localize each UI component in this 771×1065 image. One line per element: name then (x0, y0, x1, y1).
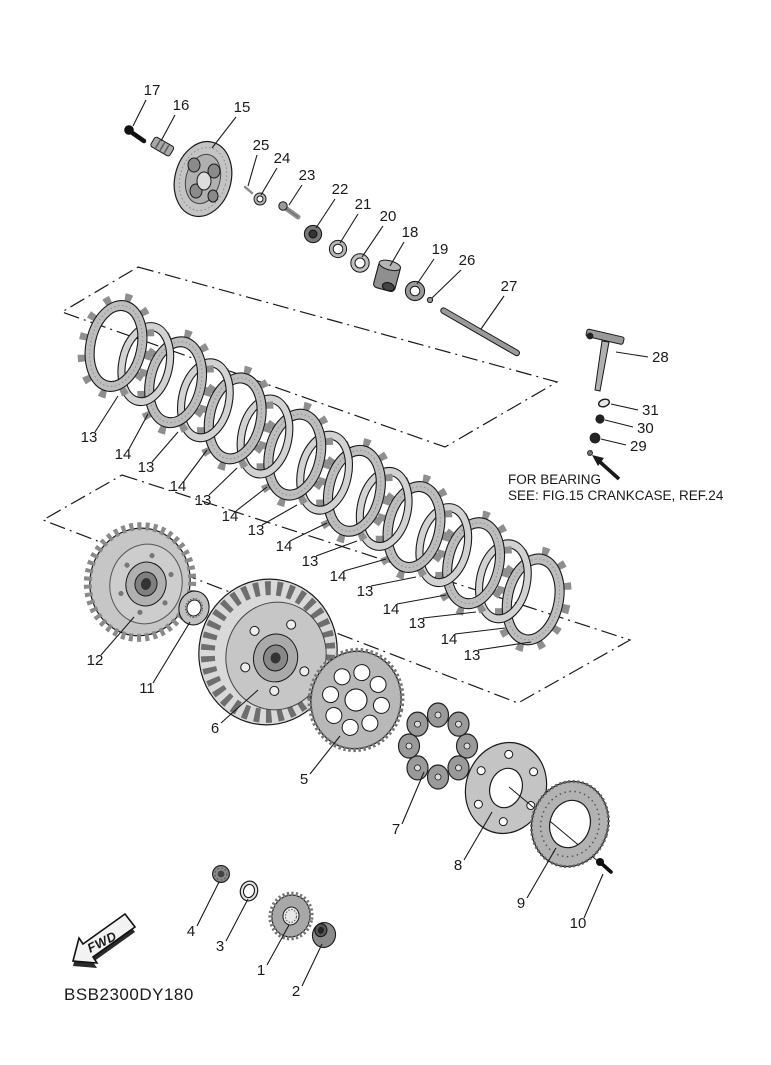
callout-label: 16 (172, 97, 190, 114)
part-15-pressure-plate (166, 135, 240, 223)
callout-label: 5 (299, 771, 309, 788)
callout-label: 29 (630, 438, 647, 455)
part-10-bolt (596, 858, 611, 872)
part-12-clutch-boss (77, 516, 202, 647)
plate-callout-label: 14 (329, 568, 347, 585)
callout-label: 17 (143, 82, 161, 99)
plate-callout-label: 13 (194, 492, 212, 509)
part-30-seal (595, 414, 604, 423)
leader-line (261, 168, 277, 195)
part-31-clip (598, 398, 611, 408)
leader-line (390, 242, 404, 266)
plate-callout-label: 13 (80, 429, 98, 446)
part-2-collar (310, 920, 338, 949)
leader-line (184, 450, 207, 481)
leader-line (481, 296, 504, 329)
callout-label: 15 (233, 99, 251, 116)
leader-line (248, 155, 257, 186)
callout-label: 25 (252, 137, 270, 154)
callout-label: 30 (637, 420, 654, 437)
part-17-screw (124, 125, 144, 141)
leader-line (423, 612, 476, 618)
callout-label: 7 (391, 821, 401, 838)
leader-line (262, 505, 297, 525)
part-4-nut (213, 866, 230, 883)
leader-line (362, 226, 383, 257)
callout-label: 21 (354, 196, 372, 213)
part-20-washer (351, 254, 369, 272)
callout-label: 28 (652, 349, 669, 366)
leader-line (605, 420, 633, 427)
part-25-pin (245, 187, 252, 193)
callout-label: 19 (431, 241, 449, 258)
leader-line (212, 117, 236, 148)
part-1-gear (266, 890, 315, 943)
leader-line (340, 214, 358, 243)
part-18-collar (373, 258, 402, 292)
leader-line (129, 414, 148, 449)
callout-label: 24 (273, 150, 291, 167)
plate-callout-label: 13 (247, 522, 265, 539)
callout-label: 3 (215, 938, 225, 955)
callout-label: 2 (291, 983, 301, 1000)
callout-label: 23 (298, 167, 316, 184)
bearing-screw (588, 450, 593, 456)
leader-line (616, 352, 648, 357)
upper-parts (124, 125, 520, 356)
leader-line (289, 185, 302, 205)
part-19-ring (405, 281, 424, 300)
callout-label: 11 (139, 680, 155, 697)
leader-line (316, 541, 357, 556)
fwd-marker (73, 914, 135, 968)
leader-line (432, 270, 461, 298)
note-line2: SEE: FIG.15 CRANKCASE, REF.24 (508, 488, 724, 503)
leader-line (601, 439, 626, 445)
leader-line (236, 487, 267, 511)
part-7-dampers (399, 703, 478, 789)
callout-label: 8 (453, 857, 463, 874)
leader-line (310, 736, 340, 774)
fwd-label: FWD (84, 928, 120, 956)
plate-callout-label: 13 (356, 583, 374, 600)
leader-line (316, 199, 335, 228)
callout-label: 18 (401, 224, 419, 241)
leader-line (197, 882, 219, 926)
bottom-parts (213, 866, 338, 950)
callout-label: 26 (458, 252, 476, 269)
leader-line (584, 874, 603, 918)
leader-line (611, 404, 638, 410)
part-26-pin (427, 297, 432, 302)
plate-callout-label: 13 (301, 553, 319, 570)
part-29-seal (590, 433, 601, 444)
lower-parts (77, 516, 619, 876)
diagram-code: BSB2300DY180 (64, 985, 194, 1004)
leader-line (152, 432, 178, 462)
callout-label: 6 (210, 720, 220, 737)
leader-line (397, 595, 446, 604)
callout-label: 31 (642, 402, 659, 419)
leader-line (344, 559, 386, 571)
plate-callout-label: 13 (137, 459, 155, 476)
plate-callout-label: 14 (169, 478, 187, 495)
callout-label: 9 (516, 895, 526, 912)
part-22-nut (304, 225, 321, 242)
right-parts (586, 329, 625, 479)
callout-label: 22 (331, 181, 349, 198)
leader-line (209, 468, 237, 495)
part-23-bolt (279, 202, 298, 217)
callout-label: 12 (86, 652, 104, 669)
plate-callout-label: 13 (408, 615, 426, 632)
leader-line (95, 396, 118, 432)
callout-label: 27 (500, 278, 518, 295)
part-27-push-rod (440, 307, 521, 357)
leader-line (161, 115, 175, 141)
part-28-push-lever (586, 329, 625, 391)
plate-callout-label: 13 (463, 647, 481, 664)
callout-label: 4 (186, 923, 196, 940)
plate-callout-label: 14 (221, 508, 239, 525)
leader-line (302, 944, 322, 986)
leader-line (402, 772, 424, 824)
leader-line (133, 100, 146, 126)
plate-callout-label: 14 (382, 601, 400, 618)
plate-callout-label: 14 (440, 631, 458, 648)
leader-line (455, 628, 505, 634)
leader-line (417, 259, 434, 284)
part-3-snap-ring (238, 879, 260, 903)
callout-label: 10 (569, 915, 587, 932)
callout-label: 1 (256, 962, 266, 979)
plate-callout-label: 14 (275, 538, 293, 555)
leader-line (371, 577, 416, 586)
note-line1: FOR BEARING (508, 472, 602, 487)
leader-line (226, 899, 248, 941)
part-24-washer (254, 193, 266, 205)
callout-label: 20 (379, 208, 397, 225)
plate-callout-label: 14 (114, 446, 132, 463)
part-21-ring (329, 240, 346, 257)
